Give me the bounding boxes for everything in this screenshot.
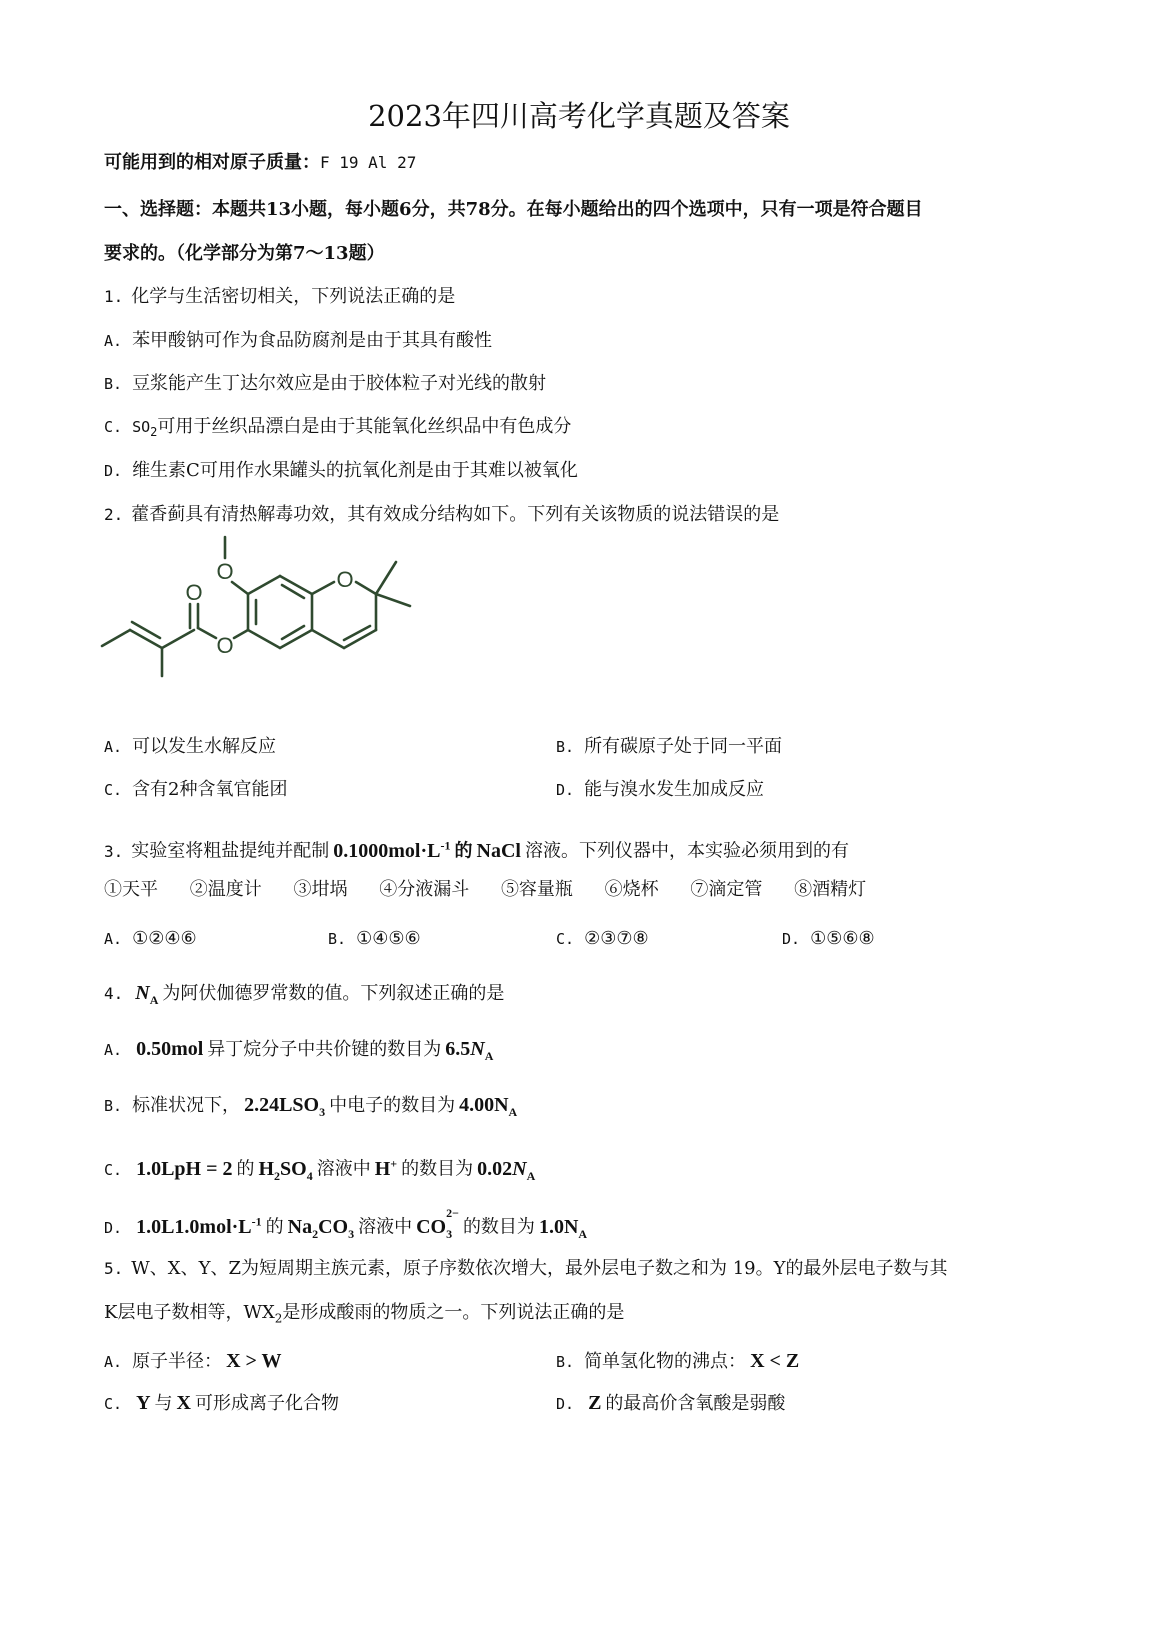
option-letter: C.: [104, 1160, 123, 1179]
bond: [376, 562, 396, 594]
option-text: 异丁烷分子中共价键的数目为: [207, 1039, 442, 1060]
formula: X: [176, 1392, 191, 1414]
bond: [312, 630, 344, 648]
q4-stem: [104, 980, 504, 1013]
option-text: 能与溴水发生加成反应: [584, 779, 765, 800]
option-text: 含有2种含氧官能团: [132, 779, 288, 800]
option-text: 的: [236, 1158, 255, 1180]
instrument-item: ②温度计: [189, 879, 262, 900]
formula: Z: [588, 1392, 602, 1414]
option-letter: C.: [104, 418, 123, 436]
q4-option-c: [104, 1150, 539, 1189]
q3-option-d: [782, 926, 875, 952]
option-text: 维生素C可用作水果罐头的抗氧化剂是由于其难以被氧化: [132, 460, 578, 481]
q2-option-c: [104, 777, 288, 803]
option-letter: A.: [104, 1041, 123, 1059]
formula: 1.0LpH = 2: [136, 1157, 233, 1180]
option-text: 溶液中: [358, 1216, 413, 1238]
oxygen-atom-label: O: [216, 633, 234, 658]
option-letter: C.: [104, 1395, 123, 1413]
option-letter: A.: [104, 738, 123, 756]
formula: $CO_3^{2-}$: [416, 1206, 459, 1241]
q4-option-a: [104, 1036, 497, 1069]
option-letter: A.: [104, 930, 123, 948]
formula: $0.02N_A$: [477, 1157, 536, 1183]
option-text: 简单氢化物的沸点：: [584, 1351, 747, 1372]
q5-stem-text: K层电子数相等，WX: [104, 1302, 275, 1323]
q1-stem: [104, 284, 455, 310]
q3-number: 3.: [104, 841, 124, 861]
formula: $1.0N_A$: [538, 1215, 588, 1241]
instrument-item: ⑤容量瓶: [500, 879, 573, 900]
option-letter: A.: [104, 332, 123, 350]
option-text: 的最高价含氧酸是弱酸: [605, 1393, 786, 1414]
bond: [356, 582, 376, 594]
option-text: ①④⑤⑥: [356, 928, 421, 949]
bond: [132, 622, 160, 638]
q2-stem-text: 藿香蓟具有清热解毒功效，其有效成分结构如下。下列有关该物质的说法错误的是: [131, 504, 780, 525]
q1-stem-text: 化学与生活密切相关，下列说法正确的是: [131, 286, 456, 307]
option-text: 豆浆能产生丁达尔效应是由于胶体粒子对光线的散射: [132, 373, 547, 394]
formula: H+: [374, 1156, 398, 1180]
option-text: ①⑤⑥⑧: [810, 928, 875, 949]
q2-option-d: [556, 777, 764, 803]
option-text: 与: [154, 1393, 173, 1414]
section-heading-line1: 一、选择题：本题共13小题，每小题6分，共78分。在每小题给出的四个选项中，只有一项是符合题目: [104, 199, 923, 220]
oxygen-atom-label: O: [336, 567, 354, 592]
instrument-item: ④分液漏斗: [379, 879, 470, 900]
q5-stem-line1: [104, 1256, 947, 1282]
option-letter: B.: [104, 1097, 123, 1115]
formula: $1.0L1.0mol\cdot L^{-1}$: [136, 1214, 262, 1238]
section-heading-line2: 要求的。（化学部分为第7～13题）: [104, 243, 385, 264]
formula: $6.5N_A$: [445, 1038, 494, 1063]
q5-option-d: [556, 1390, 785, 1417]
q1-option-b: [104, 371, 546, 397]
q5-stem-line2: [104, 1300, 624, 1332]
formula: 0.50mol: [136, 1038, 204, 1060]
option-letter: B.: [328, 930, 347, 948]
bond: [248, 630, 280, 648]
subscript: 2: [274, 1311, 283, 1326]
avogadro-symbol: $N_A$: [135, 982, 159, 1007]
option-text: ②③⑦⑧: [584, 928, 649, 949]
q1-option-d: [104, 458, 578, 484]
q1-option-c: [104, 414, 571, 445]
option-letter: B.: [556, 738, 575, 756]
bond: [130, 630, 162, 648]
bond: [248, 576, 280, 594]
bond: [280, 576, 312, 594]
molecule-structure-diagram: [98, 532, 428, 692]
oxygen-atom-label: O: [185, 580, 203, 605]
formula-so2: $SO_2$: [132, 418, 158, 439]
q4-option-d: [104, 1208, 591, 1247]
bond: [232, 582, 248, 594]
q3-stem: [104, 832, 849, 865]
option-letter: D.: [556, 781, 575, 799]
formula: $4.00N_A$: [459, 1094, 518, 1119]
option-letter: D.: [104, 462, 123, 480]
atomic-mass-label: 可能用到的相对原子质量：: [104, 152, 320, 173]
q2-option-b: [556, 734, 782, 760]
instrument-item: ⑥烧杯: [604, 879, 659, 900]
option-text: 的: [265, 1216, 284, 1238]
q3-de: 的: [454, 840, 473, 862]
q5-option-a: [104, 1348, 286, 1375]
q5-option-b: [556, 1348, 803, 1375]
bond: [344, 626, 370, 640]
option-text: 可形成离子化合物: [194, 1393, 339, 1414]
option-letter: D.: [104, 1218, 123, 1237]
atomic-mass-values: F 19 Al 27: [320, 153, 417, 172]
option-text: 中电子的数目为: [329, 1095, 456, 1116]
q1-option-a: [104, 328, 492, 354]
option-text: 溶液中: [316, 1158, 371, 1180]
bond: [198, 628, 216, 638]
q2-option-a: [104, 734, 276, 760]
option-text: 的数目为: [401, 1158, 474, 1180]
q2-number: 2.: [104, 505, 124, 524]
option-text: 可以发生水解反应: [132, 736, 277, 757]
q5-stem-text: W、X、Y、Z为短周期主族元素，原子序数依次增大，最外层电子数之和为 19。Y的最外层电子数与其: [131, 1258, 948, 1279]
option-text: ①②④⑥: [132, 928, 197, 949]
q3-stem-pre: 实验室将粗盐提纯并配制: [131, 840, 330, 862]
q5-option-c: [104, 1390, 339, 1417]
formula: Y: [136, 1392, 151, 1414]
instrument-item: ③坩埚: [293, 879, 348, 900]
q3-option-b: [328, 926, 421, 952]
option-letter: B.: [104, 375, 123, 393]
q3-option-a: [104, 926, 197, 952]
bond: [162, 630, 194, 648]
formula: X > W: [226, 1350, 282, 1372]
option-letter: B.: [556, 1353, 575, 1371]
option-letter: A.: [104, 1353, 123, 1371]
q5-number: 5.: [104, 1259, 124, 1278]
q4-number: 4.: [104, 984, 124, 1003]
formula: X < Z: [750, 1350, 800, 1372]
formula: $2.24LSO_3$: [244, 1094, 326, 1119]
option-text: 标准状况下，: [132, 1095, 241, 1116]
option-letter: C.: [556, 930, 575, 948]
q2-stem: [104, 502, 779, 528]
option-text: 苯甲酸钠可作为食品防腐剂是由于其具有酸性: [132, 330, 493, 351]
instrument-item: ⑦滴定管: [690, 879, 763, 900]
formula: $H_2SO_4$: [258, 1157, 313, 1183]
option-text: 原子半径：: [132, 1351, 223, 1372]
q3-instrument-list: [104, 877, 866, 903]
formula: $Na_2CO_3$: [287, 1215, 355, 1241]
instrument-item: ①天平: [104, 879, 158, 900]
bond: [376, 594, 410, 606]
q4-option-b: [104, 1092, 521, 1125]
q5-stem-text: 是形成酸雨的物质之一。下列说法正确的是: [282, 1302, 625, 1323]
bond: [312, 582, 334, 594]
option-letter: D.: [782, 930, 801, 948]
option-letter: D.: [556, 1395, 575, 1413]
option-text: 的数目为: [462, 1216, 535, 1238]
option-text: 所有碳原子处于同一平面: [584, 736, 783, 757]
q3-stem-post: 溶液。下列仪器中，本实验必须用到的有: [524, 840, 849, 862]
instrument-item: ⑧酒精灯: [794, 879, 867, 900]
concentration-formula: $0.1000mol\cdot L^{-1}$: [333, 838, 451, 862]
page-title: 2023年四川高考化学真题及答案: [368, 99, 790, 133]
nacl-formula: NaCl: [476, 839, 521, 862]
q3-option-c: [556, 926, 649, 952]
q1-number: 1.: [104, 287, 124, 306]
option-text: 可用于丝织品漂白是由于其能氧化丝织品中有色成分: [157, 416, 572, 437]
oxygen-atom-label: O: [216, 559, 234, 584]
q4-stem-text: 为阿伏伽德罗常数的值。下列叙述正确的是: [162, 983, 505, 1004]
bond: [234, 630, 248, 638]
atomic-mass-line: [104, 150, 416, 176]
bond: [102, 630, 130, 646]
bond: [280, 630, 312, 648]
option-letter: C.: [104, 781, 123, 799]
